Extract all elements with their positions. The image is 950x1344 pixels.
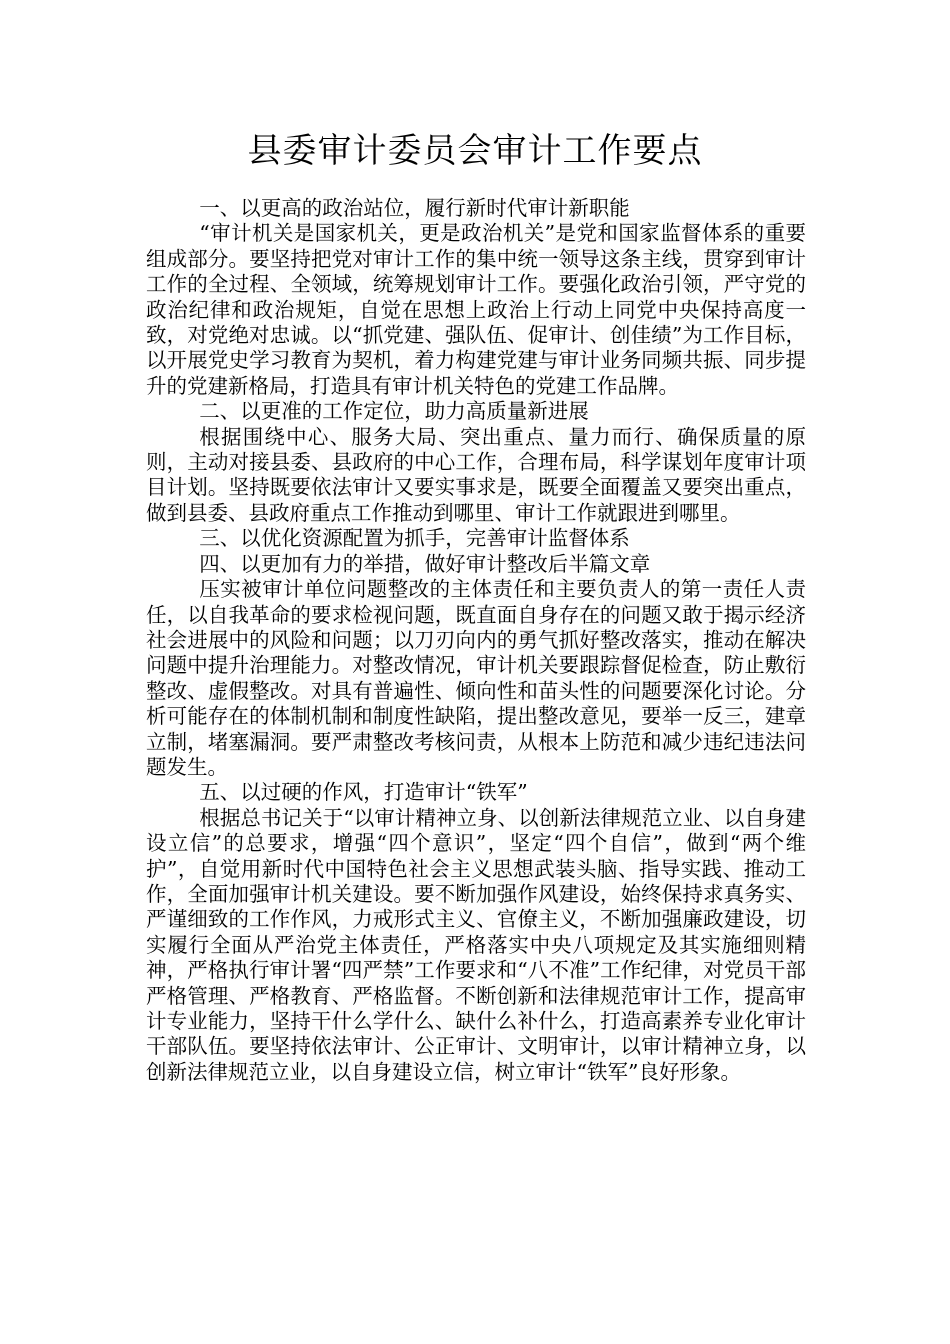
section-heading-2: 二、以更准的工作定位，助力高质量新进展 [199,399,589,424]
section-heading-5: 五、以过硬的作风，打造审计“铁军” [199,780,528,805]
section-heading-3: 三、以优化资源配置为抓手，完善审计监督体系 [199,526,630,551]
section-paragraph-1: “审计机关是国家机关，更是政治机关”是党和国家监督体系的重要组成部分。要坚持把党对审计工作的集中统一领导这条主线，贯穿到审计工作的全过程、全领域，统筹规划审计工作。要强化政治引领，严守党的政治纪律和政治规矩，自觉在思想上政治上行动上同党中央保持高度一致，对党绝对忠诚。以“抓党建、强队伍、促审计、创佳绩”为工作目标，以开展党史学习教育为契机，着力构建党建与审计业务同频共振、同步提升的党建新格局，打造具有审计机关特色的党建工作品牌。 [146,221,806,398]
section-heading-4: 四、以更加有力的举措，做好审计整改后半篇文章 [199,551,651,576]
document-body [146,196,806,1085]
section-heading-1: 一、以更高的政治站位，履行新时代审计新职能 [199,196,630,220]
section-paragraph-5: 根据总书记关于“以审计精神立身、以创新法律规范立业、以自身建设立信”的总要求，增强“四个意识”，坚定“四个自信”，做到“两个维护”，自觉用新时代中国特色社会主义思想武装头脑、指导实践、推动工作，全面加强审计机关建设。要不断加强作风建设，始终保持求真务实、严谨细致的工作作风，力戒形式主义、官僚主义，不断加强廉政建设，切实履行全面从严治党主体责任，严格落实中央八项规定及其实施细则精神，严格执行审计署“四严禁”工作要求和“八不准”工作纪律，对党员干部严格管理、严格教育、严格监督。不断创新和法律规范审计工作，提高审计专业能力，坚持干什么学什么、缺什么补什么，打造高素养专业化审计干部队伍。要坚持依法审计、公正审计、文明审计，以审计精神立身，以创新法律规范立业，以自身建设立信，树立审计“铁军”良好形象。 [146,805,806,1084]
section-paragraph-2: 根据围绕中心、服务大局、突出重点、量力而行、确保质量的原则，主动对接县委、县政府的中心工作，合理布局，科学谋划年度审计项目计划。坚持既要依法审计又要实事求是，既要全面覆盖又要突出重点，做到县委、县政府重点工作推动到哪里、审计工作就跟进到哪里。 [146,424,806,525]
document-title: 县委审计委员会审计工作要点 [247,131,703,171]
section-paragraph-4: 压实被审计单位问题整改的主体责任和主要负责人的第一责任人责任，以自我革命的要求检视问题，既直面自身存在的问题又敢于揭示经济社会进展中的风险和问题；以刀刃向内的勇气抓好整改落实，推动在解决问题中提升治理能力。对整改情况，审计机关要跟踪督促检查，防止敷衍整改、虚假整改。对具有普遍性、倾向性和苗头性的问题要深化讨论。分析可能存在的体制机制和制度性缺陷，提出整改意见，要举一反三，建章立制，堵塞漏洞。要严肃整改考核问责，从根本上防范和减少违纪违法问题发生。 [146,577,806,779]
